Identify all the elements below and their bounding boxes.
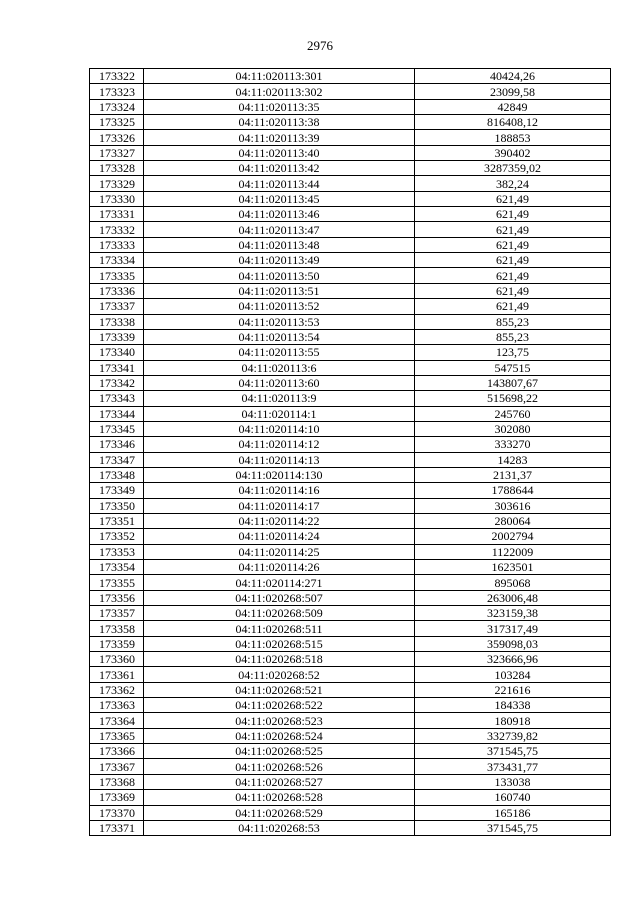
row-number-cell: 173350 — [90, 498, 144, 513]
row-number-cell: 173360 — [90, 652, 144, 667]
value-cell: 317317,49 — [415, 621, 611, 636]
value-cell: 371545,75 — [415, 820, 611, 835]
table-row — [90, 314, 611, 329]
value-cell: 332739,82 — [415, 728, 611, 743]
row-number-cell: 173324 — [90, 99, 144, 114]
value-cell: 855,23 — [415, 329, 611, 344]
table-row — [90, 406, 611, 421]
cadastral-number-cell: 04:11:020113:51 — [144, 283, 415, 298]
row-number-cell: 173369 — [90, 790, 144, 805]
table-row — [90, 145, 611, 160]
row-number-cell: 173337 — [90, 299, 144, 314]
value-cell: 621,49 — [415, 207, 611, 222]
row-number-cell: 173353 — [90, 544, 144, 559]
cadastral-number-cell: 04:11:020114:25 — [144, 544, 415, 559]
row-number-cell: 173339 — [90, 329, 144, 344]
row-number-cell: 173354 — [90, 560, 144, 575]
row-number-cell: 173333 — [90, 237, 144, 252]
table-row — [90, 161, 611, 176]
row-number-cell: 173334 — [90, 253, 144, 268]
cadastral-number-cell: 04:11:020113:42 — [144, 161, 415, 176]
cadastral-number-cell: 04:11:020268:515 — [144, 636, 415, 651]
cadastral-number-cell: 04:11:020268:527 — [144, 774, 415, 789]
cadastral-number-cell: 04:11:020113:39 — [144, 130, 415, 145]
row-number-cell: 173351 — [90, 513, 144, 528]
row-number-cell: 173323 — [90, 84, 144, 99]
cadastral-number-cell: 04:11:020268:524 — [144, 728, 415, 743]
table-row — [90, 805, 611, 820]
cadastral-values-table — [89, 68, 611, 836]
row-number-cell: 173340 — [90, 345, 144, 360]
table-row — [90, 606, 611, 621]
value-cell: 323666,96 — [415, 652, 611, 667]
row-number-cell: 173346 — [90, 437, 144, 452]
table-row — [90, 820, 611, 835]
cadastral-number-cell: 04:11:020113:35 — [144, 99, 415, 114]
table-row — [90, 560, 611, 575]
cadastral-number-cell: 04:11:020113:46 — [144, 207, 415, 222]
value-cell: 621,49 — [415, 222, 611, 237]
row-number-cell: 173338 — [90, 314, 144, 329]
table-row — [90, 652, 611, 667]
table-row — [90, 575, 611, 590]
value-cell: 1122009 — [415, 544, 611, 559]
table-row — [90, 682, 611, 697]
row-number-cell: 173356 — [90, 590, 144, 605]
value-cell: 188853 — [415, 130, 611, 145]
value-cell: 221616 — [415, 682, 611, 697]
cadastral-number-cell: 04:11:020113:54 — [144, 329, 415, 344]
cadastral-number-cell: 04:11:020113:9 — [144, 391, 415, 406]
row-number-cell: 173341 — [90, 360, 144, 375]
cadastral-number-cell: 04:11:020113:60 — [144, 375, 415, 390]
value-cell: 2131,37 — [415, 467, 611, 482]
value-cell: 621,49 — [415, 299, 611, 314]
table-row — [90, 391, 611, 406]
table-row — [90, 421, 611, 436]
row-number-cell: 173328 — [90, 161, 144, 176]
value-cell: 371545,75 — [415, 744, 611, 759]
cadastral-number-cell: 04:11:020268:528 — [144, 790, 415, 805]
table-row — [90, 483, 611, 498]
value-cell: 302080 — [415, 421, 611, 436]
row-number-cell: 173362 — [90, 682, 144, 697]
value-cell: 895068 — [415, 575, 611, 590]
cadastral-number-cell: 04:11:020113:302 — [144, 84, 415, 99]
row-number-cell: 173349 — [90, 483, 144, 498]
value-cell: 621,49 — [415, 191, 611, 206]
value-cell: 123,75 — [415, 345, 611, 360]
value-cell: 855,23 — [415, 314, 611, 329]
table-row — [90, 360, 611, 375]
value-cell: 42849 — [415, 99, 611, 114]
row-number-cell: 173336 — [90, 283, 144, 298]
row-number-cell: 173348 — [90, 467, 144, 482]
cadastral-number-cell: 04:11:020113:53 — [144, 314, 415, 329]
cadastral-number-cell: 04:11:020268:507 — [144, 590, 415, 605]
row-number-cell: 173358 — [90, 621, 144, 636]
cadastral-number-cell: 04:11:020113:6 — [144, 360, 415, 375]
table-row — [90, 222, 611, 237]
cadastral-number-cell: 04:11:020113:49 — [144, 253, 415, 268]
row-number-cell: 173365 — [90, 728, 144, 743]
cadastral-number-cell: 04:11:020114:10 — [144, 421, 415, 436]
cadastral-number-cell: 04:11:020113:50 — [144, 268, 415, 283]
cadastral-number-cell: 04:11:020268:518 — [144, 652, 415, 667]
cadastral-number-cell: 04:11:020113:44 — [144, 176, 415, 191]
table-row — [90, 237, 611, 252]
table-row — [90, 667, 611, 682]
row-number-cell: 173332 — [90, 222, 144, 237]
row-number-cell: 173366 — [90, 744, 144, 759]
value-cell: 14283 — [415, 452, 611, 467]
cadastral-number-cell: 04:11:020113:48 — [144, 237, 415, 252]
page-number: 2976 — [307, 38, 333, 53]
value-cell: 373431,77 — [415, 759, 611, 774]
row-number-cell: 173343 — [90, 391, 144, 406]
cadastral-number-cell: 04:11:020113:40 — [144, 145, 415, 160]
cadastral-number-cell: 04:11:020114:130 — [144, 467, 415, 482]
value-cell: 621,49 — [415, 283, 611, 298]
row-number-cell: 173371 — [90, 820, 144, 835]
cadastral-number-cell: 04:11:020268:521 — [144, 682, 415, 697]
row-number-cell: 173331 — [90, 207, 144, 222]
table-row — [90, 84, 611, 99]
cadastral-number-cell: 04:11:020114:1 — [144, 406, 415, 421]
table-row — [90, 452, 611, 467]
row-number-cell: 173368 — [90, 774, 144, 789]
value-cell: 621,49 — [415, 253, 611, 268]
value-cell: 103284 — [415, 667, 611, 682]
value-cell: 323159,38 — [415, 606, 611, 621]
value-cell: 165186 — [415, 805, 611, 820]
row-number-cell: 173347 — [90, 452, 144, 467]
row-number-cell: 173364 — [90, 713, 144, 728]
value-cell: 390402 — [415, 145, 611, 160]
value-cell: 1788644 — [415, 483, 611, 498]
table-row — [90, 529, 611, 544]
row-number-cell: 173361 — [90, 667, 144, 682]
cadastral-number-cell: 04:11:020268:529 — [144, 805, 415, 820]
row-number-cell: 173335 — [90, 268, 144, 283]
table-row — [90, 176, 611, 191]
value-cell: 515698,22 — [415, 391, 611, 406]
value-cell: 359098,03 — [415, 636, 611, 651]
value-cell: 245760 — [415, 406, 611, 421]
table-row — [90, 467, 611, 482]
value-cell: 547515 — [415, 360, 611, 375]
table-row — [90, 191, 611, 206]
table-row — [90, 207, 611, 222]
table-row — [90, 69, 611, 84]
cadastral-number-cell: 04:11:020114:13 — [144, 452, 415, 467]
row-number-cell: 173325 — [90, 115, 144, 130]
value-cell: 263006,48 — [415, 590, 611, 605]
value-cell: 333270 — [415, 437, 611, 452]
value-cell: 280064 — [415, 513, 611, 528]
cadastral-number-cell: 04:11:020113:47 — [144, 222, 415, 237]
table-body — [90, 69, 611, 836]
table-row — [90, 698, 611, 713]
table-row — [90, 759, 611, 774]
table-row — [90, 253, 611, 268]
value-cell: 184338 — [415, 698, 611, 713]
cadastral-number-cell: 04:11:020268:52 — [144, 667, 415, 682]
row-number-cell: 173345 — [90, 421, 144, 436]
table-row — [90, 299, 611, 314]
row-number-cell: 173363 — [90, 698, 144, 713]
row-number-cell: 173329 — [90, 176, 144, 191]
value-cell: 621,49 — [415, 268, 611, 283]
value-cell: 143807,67 — [415, 375, 611, 390]
table-row — [90, 329, 611, 344]
value-cell: 180918 — [415, 713, 611, 728]
cadastral-number-cell: 04:11:020114:26 — [144, 560, 415, 575]
cadastral-number-cell: 04:11:020268:526 — [144, 759, 415, 774]
cadastral-number-cell: 04:11:020268:523 — [144, 713, 415, 728]
table-row — [90, 513, 611, 528]
cadastral-number-cell: 04:11:020114:24 — [144, 529, 415, 544]
row-number-cell: 173344 — [90, 406, 144, 421]
cadastral-number-cell: 04:11:020114:271 — [144, 575, 415, 590]
cadastral-number-cell: 04:11:020268:53 — [144, 820, 415, 835]
cadastral-number-cell: 04:11:020114:16 — [144, 483, 415, 498]
value-cell: 160740 — [415, 790, 611, 805]
value-cell: 621,49 — [415, 237, 611, 252]
cadastral-number-cell: 04:11:020113:52 — [144, 299, 415, 314]
table-row — [90, 99, 611, 114]
row-number-cell: 173357 — [90, 606, 144, 621]
value-cell: 40424,26 — [415, 69, 611, 84]
value-cell: 816408,12 — [415, 115, 611, 130]
value-cell: 2002794 — [415, 529, 611, 544]
table-row — [90, 636, 611, 651]
table-row — [90, 268, 611, 283]
table-row — [90, 713, 611, 728]
value-cell: 303616 — [415, 498, 611, 513]
table-row — [90, 744, 611, 759]
table-row — [90, 790, 611, 805]
value-cell: 23099,58 — [415, 84, 611, 99]
value-cell: 3287359,02 — [415, 161, 611, 176]
table-row — [90, 498, 611, 513]
cadastral-number-cell: 04:11:020268:522 — [144, 698, 415, 713]
table-row — [90, 283, 611, 298]
table-row — [90, 774, 611, 789]
cadastral-number-cell: 04:11:020113:38 — [144, 115, 415, 130]
row-number-cell: 173342 — [90, 375, 144, 390]
table-row — [90, 115, 611, 130]
table-row — [90, 590, 611, 605]
cadastral-number-cell: 04:11:020268:509 — [144, 606, 415, 621]
row-number-cell: 173367 — [90, 759, 144, 774]
value-cell: 382,24 — [415, 176, 611, 191]
cadastral-number-cell: 04:11:020113:301 — [144, 69, 415, 84]
table-row — [90, 437, 611, 452]
row-number-cell: 173352 — [90, 529, 144, 544]
cadastral-number-cell: 04:11:020268:511 — [144, 621, 415, 636]
table-row — [90, 130, 611, 145]
cadastral-number-cell: 04:11:020114:12 — [144, 437, 415, 452]
row-number-cell: 173359 — [90, 636, 144, 651]
row-number-cell: 173326 — [90, 130, 144, 145]
table-row — [90, 375, 611, 390]
table-row — [90, 544, 611, 559]
cadastral-number-cell: 04:11:020268:525 — [144, 744, 415, 759]
row-number-cell: 173370 — [90, 805, 144, 820]
row-number-cell: 173322 — [90, 69, 144, 84]
row-number-cell: 173327 — [90, 145, 144, 160]
cadastral-number-cell: 04:11:020113:45 — [144, 191, 415, 206]
cadastral-number-cell: 04:11:020113:55 — [144, 345, 415, 360]
row-number-cell: 173355 — [90, 575, 144, 590]
cadastral-number-cell: 04:11:020114:22 — [144, 513, 415, 528]
table-row — [90, 345, 611, 360]
value-cell: 133038 — [415, 774, 611, 789]
table-row — [90, 728, 611, 743]
table-row — [90, 621, 611, 636]
row-number-cell: 173330 — [90, 191, 144, 206]
value-cell: 1623501 — [415, 560, 611, 575]
cadastral-number-cell: 04:11:020114:17 — [144, 498, 415, 513]
